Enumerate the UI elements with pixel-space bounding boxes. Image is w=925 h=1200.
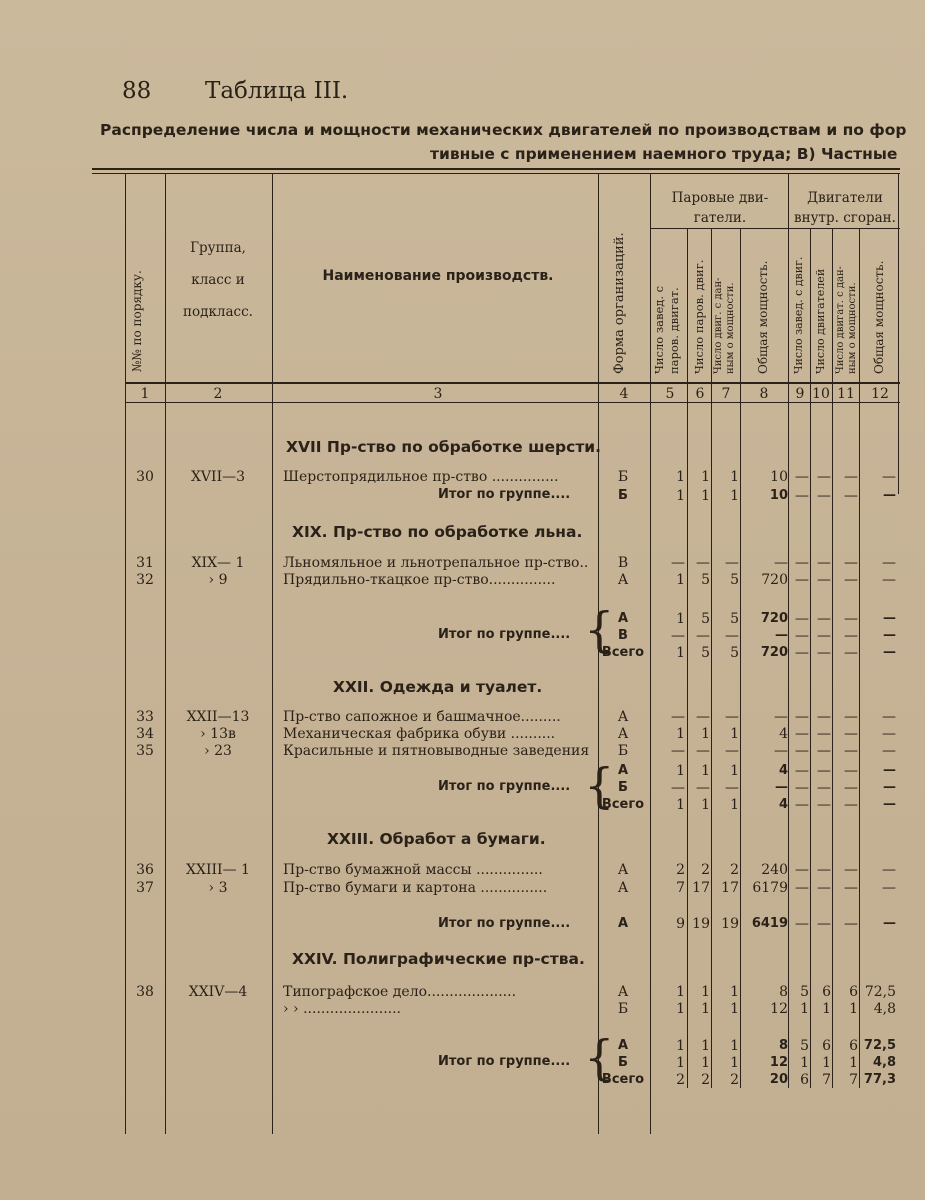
- table-cell-v12: —: [883, 797, 896, 812]
- col-number: 8: [759, 386, 769, 402]
- table-cell-v12: —: [882, 862, 896, 878]
- table-cell-v11: —: [844, 726, 858, 742]
- table-cell-v10: —: [817, 880, 831, 896]
- table-cell-v6: 1: [701, 726, 710, 742]
- table-cell-v8: 12: [769, 1055, 788, 1070]
- table-row: [0, 797, 925, 815]
- page-number: 88: [122, 78, 152, 104]
- table-cell-v7: 1: [730, 1038, 739, 1054]
- table-cell-v9: —: [795, 780, 809, 796]
- brace: {: [584, 602, 615, 658]
- table-row: [0, 726, 925, 744]
- table-cell-v5: 1: [676, 984, 685, 1000]
- table-cell-v8: —: [775, 628, 788, 643]
- table-cell-n: 35: [136, 743, 154, 759]
- table-cell-v6: 2: [701, 1072, 710, 1088]
- table-cell-v10: —: [817, 797, 831, 813]
- table-cell-v8: 6179: [752, 880, 788, 896]
- table-cell-v6: —: [696, 628, 710, 644]
- table-cell-f: А: [617, 572, 629, 588]
- table-row: [0, 611, 925, 629]
- table-cell-v10: —: [817, 645, 831, 661]
- table-cell-v7: 5: [730, 645, 739, 661]
- table-title: Таблица III.: [205, 78, 349, 104]
- table-cell-v5: —: [671, 709, 685, 725]
- table-cell-g: › 13в: [200, 726, 236, 742]
- table-cell-v6: —: [696, 555, 710, 571]
- col9-header: Число завед. с двиг.: [792, 256, 805, 374]
- table-cell-f: А: [617, 1038, 629, 1053]
- table-cell-v5: 2: [676, 862, 685, 878]
- table-cell-n: 34: [136, 726, 154, 742]
- table-row: [0, 488, 925, 506]
- table-cell-v12: 4,8: [872, 1055, 896, 1070]
- col-number: 12: [871, 386, 889, 402]
- table-cell-v7: 17: [721, 880, 739, 896]
- table-cell-v11: —: [844, 555, 858, 571]
- table-cell-n: 38: [136, 984, 154, 1000]
- table-cell-v6: 5: [701, 572, 710, 588]
- table-row: [0, 880, 925, 898]
- table-cell-v8: 720: [760, 611, 788, 626]
- table-cell-v7: 1: [730, 1055, 739, 1071]
- table-cell-v9: —: [795, 797, 809, 813]
- table-cell-f: Б: [617, 1001, 629, 1017]
- table-cell-v12: —: [883, 488, 896, 503]
- table-cell-v6: 2: [701, 862, 710, 878]
- table-row: [0, 469, 925, 487]
- table-cell-v11: 1: [849, 1055, 858, 1071]
- table-cell-f: А: [617, 862, 629, 878]
- table-cell-f: А: [617, 611, 629, 626]
- table-cell-v12: —: [883, 780, 896, 795]
- table-cell-n: 33: [136, 709, 154, 725]
- table-cell-v9: —: [795, 916, 809, 932]
- table-cell-v8: 12: [770, 1001, 788, 1017]
- table-cell-f: А: [617, 880, 629, 896]
- table-cell-g: XXIII— 1: [186, 862, 250, 878]
- table-cell-v5: 7: [676, 880, 685, 896]
- table-cell-v9: —: [795, 862, 809, 878]
- table-cell-v8: 240: [761, 862, 788, 878]
- table-cell-v8: —: [774, 555, 788, 571]
- table-cell-v11: —: [844, 572, 858, 588]
- table-row: [0, 1001, 925, 1019]
- table-cell-v12: —: [882, 743, 896, 759]
- table-cell-v11: —: [844, 780, 858, 796]
- table-cell-v9: —: [795, 572, 809, 588]
- table-cell-g: › 3: [208, 880, 228, 896]
- col-number: 1: [140, 386, 150, 402]
- col8-header: Общая мощность.: [756, 260, 770, 374]
- table-cell-v11: —: [844, 645, 858, 661]
- col-number: 3: [433, 386, 443, 402]
- table-cell-v7: 1: [730, 763, 739, 779]
- group-total-label: Итог по группе....: [438, 487, 571, 502]
- col-number: 6: [695, 386, 705, 402]
- table-row: [0, 743, 925, 761]
- header-bottom-rule: [125, 382, 900, 384]
- table-cell-v5: 1: [676, 1001, 685, 1017]
- table-cell-v12: —: [883, 611, 896, 626]
- table-cell-v10: —: [817, 488, 831, 504]
- table-cell-v7: —: [725, 555, 739, 571]
- table-row: [0, 916, 925, 934]
- col3-header: Наименование производств.: [322, 268, 554, 284]
- table-cell-name: Прядильно-ткацкое пр-ство...............: [283, 572, 556, 588]
- table-cell-f: Всего: [601, 1072, 645, 1087]
- table-cell-v8: 10: [769, 488, 788, 503]
- table-cell-f: Всего: [601, 797, 645, 812]
- table-cell-g: › 23: [204, 743, 232, 759]
- table-cell-n: 31: [136, 555, 154, 571]
- table-cell-f: Б: [618, 1055, 628, 1070]
- table-cell-v12: —: [883, 916, 896, 931]
- table-cell-v9: —: [795, 488, 809, 504]
- table-cell-v7: 2: [730, 862, 739, 878]
- table-row: [0, 780, 925, 798]
- table-cell-v11: 7: [849, 1072, 858, 1088]
- table-caption-line2: тивные с применением наемного труда; В) Частные: [430, 145, 898, 163]
- table-cell-v7: —: [725, 780, 739, 796]
- table-cell-v5: —: [671, 555, 685, 571]
- table-cell-v8: —: [775, 780, 788, 795]
- group-total-label: Итог по группе....: [438, 627, 571, 642]
- table-cell-v7: 1: [730, 726, 739, 742]
- table-cell-v8: 4: [778, 797, 788, 812]
- table-cell-name: Льномяльное и льнотрепальное пр-ство..: [283, 555, 589, 571]
- brace: {: [584, 1030, 615, 1086]
- table-cell-v9: 1: [800, 1001, 809, 1017]
- table-cell-v11: 6: [849, 984, 858, 1000]
- table-cell-v10: 1: [822, 1001, 831, 1017]
- col10-header: Число двигателей: [814, 268, 827, 374]
- col12-header: Общая мощность.: [872, 260, 886, 374]
- table-cell-f: Б: [618, 488, 628, 503]
- table-cell-g: XXIV—4: [188, 984, 248, 1000]
- table-cell-v5: 1: [676, 469, 685, 485]
- table-cell-f: А: [617, 726, 629, 742]
- table-cell-v8: 720: [761, 572, 788, 588]
- table-cell-name: Пр-ство сапожное и башмачное.........: [283, 709, 561, 725]
- top-rule-thin: [92, 173, 900, 174]
- table-row: [0, 572, 925, 590]
- table-cell-v9: 6: [800, 1072, 809, 1088]
- table-cell-v10: —: [817, 572, 831, 588]
- section-heading: XXII. Одежда и туалет.: [333, 678, 543, 696]
- table-row: [0, 984, 925, 1002]
- numbers-bottom-rule: [125, 402, 900, 403]
- table-cell-name: Шерстопрядильное пр-ство ...............: [283, 469, 559, 485]
- table-cell-v5: 9: [676, 916, 685, 932]
- table-cell-g: XVII—3: [190, 469, 246, 485]
- table-cell-f: В: [618, 628, 628, 643]
- table-cell-v6: 1: [701, 1055, 710, 1071]
- table-cell-v6: 1: [701, 469, 710, 485]
- table-cell-f: Б: [617, 743, 629, 759]
- section-heading: XVII Пр-ство по обработке шерсти.: [286, 438, 602, 456]
- table-cell-v10: 6: [822, 984, 831, 1000]
- table-cell-v10: —: [817, 780, 831, 796]
- table-cell-v5: 1: [676, 488, 685, 504]
- section-heading: XXIII. Обработ а бумаги.: [327, 830, 546, 848]
- table-cell-f: А: [617, 763, 629, 778]
- table-cell-name: › › ......................: [283, 1001, 402, 1017]
- table-cell-v7: 5: [730, 611, 739, 627]
- table-cell-v5: 1: [676, 645, 685, 661]
- table-cell-v6: 1: [701, 1038, 710, 1054]
- table-cell-v6: —: [696, 743, 710, 759]
- table-cell-v6: 5: [701, 611, 710, 627]
- table-cell-v9: —: [795, 709, 809, 725]
- group-total-label: Итог по группе....: [438, 779, 571, 794]
- table-cell-v12: —: [883, 763, 896, 778]
- table-cell-v10: 7: [822, 1072, 831, 1088]
- table-cell-v12: —: [882, 572, 896, 588]
- table-cell-name: Пр-ство бумаги и картона ...............: [283, 880, 548, 896]
- col6-header: Число паров. двиг.: [692, 259, 706, 374]
- col11-header: Число двигат. с дан- ным о мощности.: [835, 265, 858, 374]
- table-cell-v6: —: [696, 709, 710, 725]
- table-cell-v12: 72,5: [863, 1038, 896, 1053]
- table-cell-v5: —: [671, 743, 685, 759]
- table-cell-v8: 720: [760, 645, 788, 660]
- table-cell-v9: —: [795, 726, 809, 742]
- col2-header: Группа, класс и подкласс.: [183, 240, 253, 320]
- table-row: [0, 1055, 925, 1073]
- table-row: [0, 763, 925, 781]
- col-number: 2: [213, 386, 223, 402]
- group-rule: [650, 228, 900, 229]
- table-cell-v10: —: [817, 916, 831, 932]
- col-number: 10: [812, 386, 830, 402]
- table-cell-v10: —: [817, 469, 831, 485]
- table-cell-v5: 1: [676, 572, 685, 588]
- table-cell-v5: 1: [676, 797, 685, 813]
- table-cell-v5: 1: [676, 726, 685, 742]
- col1-header: №№ по порядку.: [130, 270, 144, 372]
- col7-header: Число двиг. с дан- ным о мощности.: [713, 277, 736, 374]
- table-cell-g: › 9: [208, 572, 228, 588]
- table-cell-v6: 1: [701, 1001, 710, 1017]
- brace: {: [584, 758, 615, 814]
- table-cell-v12: —: [882, 555, 896, 571]
- table-cell-v12: —: [882, 709, 896, 725]
- table-cell-v11: —: [844, 488, 858, 504]
- table-cell-v8: 4: [778, 763, 788, 778]
- table-cell-v8: 10: [770, 469, 788, 485]
- table-row: [0, 1072, 925, 1090]
- table-cell-v11: —: [844, 916, 858, 932]
- group-total-label: Итог по группе....: [438, 1054, 571, 1069]
- table-cell-v11: —: [844, 469, 858, 485]
- steam-group-header: Паровые дви- гатели.: [671, 190, 769, 226]
- col-number: 4: [619, 386, 629, 402]
- table-cell-f: В: [617, 555, 629, 571]
- table-cell-name: Типографское дело....................: [283, 984, 517, 1000]
- table-cell-v12: 4,8: [873, 1001, 896, 1017]
- table-cell-v9: 1: [800, 1055, 809, 1071]
- table-cell-v8: 4: [779, 726, 788, 742]
- table-cell-v11: —: [844, 611, 858, 627]
- table-cell-v10: —: [817, 628, 831, 644]
- col-number: 7: [721, 386, 731, 402]
- table-cell-n: 30: [136, 469, 154, 485]
- col-number: 5: [665, 386, 675, 402]
- table-cell-v5: 1: [676, 611, 685, 627]
- col5-header: Число завед. с паров. двигат.: [652, 285, 681, 374]
- table-cell-v10: —: [817, 743, 831, 759]
- col-number: 9: [795, 386, 805, 402]
- table-cell-v10: —: [817, 709, 831, 725]
- table-cell-v7: 2: [730, 1072, 739, 1088]
- table-row: [0, 709, 925, 727]
- table-caption-line1: Распределение числа и мощности механических двигателей по производствам и по фор: [100, 121, 907, 139]
- table-cell-v11: 6: [849, 1038, 858, 1054]
- table-cell-v8: 8: [778, 1038, 788, 1053]
- table-cell-v10: —: [817, 611, 831, 627]
- table-cell-v9: —: [795, 763, 809, 779]
- table-cell-v9: —: [795, 645, 809, 661]
- table-cell-f: Б: [617, 469, 629, 485]
- table-cell-v9: —: [795, 469, 809, 485]
- section-heading: XIX. Пр-ство по обработке льна.: [292, 523, 583, 541]
- table-cell-v6: 1: [701, 797, 710, 813]
- table-cell-v7: 1: [730, 469, 739, 485]
- table-cell-v7: 5: [730, 572, 739, 588]
- table-cell-v8: —: [774, 709, 788, 725]
- table-cell-v9: —: [795, 743, 809, 759]
- table-cell-v5: 2: [676, 1072, 685, 1088]
- table-row: [0, 1038, 925, 1056]
- table-cell-f: Б: [618, 780, 628, 795]
- table-cell-v11: —: [844, 797, 858, 813]
- table-cell-v6: 5: [701, 645, 710, 661]
- table-cell-v11: —: [844, 763, 858, 779]
- table-row: [0, 628, 925, 646]
- table-cell-name: Красильные и пятновыводные заведения: [283, 743, 590, 759]
- table-cell-v9: —: [795, 555, 809, 571]
- table-cell-v7: 1: [730, 1001, 739, 1017]
- table-cell-v7: —: [725, 743, 739, 759]
- table-cell-v6: 1: [701, 763, 710, 779]
- group-total-label: Итог по группе....: [438, 916, 571, 931]
- table-cell-v11: —: [844, 880, 858, 896]
- table-cell-v10: —: [817, 862, 831, 878]
- section-heading: XXIV. Полиграфические пр-ства.: [292, 950, 585, 968]
- table-cell-g: XIX— 1: [191, 555, 245, 571]
- table-cell-v7: 1: [730, 984, 739, 1000]
- table-cell-v10: —: [817, 763, 831, 779]
- table-cell-v12: 77,3: [863, 1072, 896, 1087]
- table-cell-v7: 1: [730, 797, 739, 813]
- top-rule: [92, 168, 900, 170]
- col4-header: Форма организаций.: [612, 232, 627, 374]
- table-cell-v9: —: [795, 628, 809, 644]
- table-cell-v10: 1: [822, 1055, 831, 1071]
- table-cell-v12: —: [882, 469, 896, 485]
- table-cell-v5: —: [671, 780, 685, 796]
- table-cell-v12: —: [882, 880, 896, 896]
- table-cell-v6: 1: [701, 984, 710, 1000]
- table-row: [0, 645, 925, 663]
- table-cell-v9: —: [795, 611, 809, 627]
- table-cell-v6: 1: [701, 488, 710, 504]
- table-cell-v10: —: [817, 555, 831, 571]
- table-cell-v10: 6: [822, 1038, 831, 1054]
- table-cell-n: 37: [136, 880, 154, 896]
- table-row: [0, 555, 925, 573]
- table-cell-v8: —: [774, 743, 788, 759]
- table-cell-v7: 1: [730, 488, 739, 504]
- table-cell-v6: 17: [692, 880, 710, 896]
- table-cell-v11: —: [844, 862, 858, 878]
- table-cell-v12: 72,5: [864, 984, 896, 1000]
- table-cell-v12: —: [883, 628, 896, 643]
- col-number: 11: [837, 386, 855, 402]
- table-cell-v5: 1: [676, 1038, 685, 1054]
- table-cell-v8: 6419: [751, 916, 788, 931]
- table-cell-v11: —: [844, 743, 858, 759]
- table-cell-v6: —: [696, 780, 710, 796]
- table-cell-f: Всего: [601, 645, 645, 660]
- table-cell-v8: 20: [769, 1072, 788, 1087]
- table-cell-v11: —: [844, 709, 858, 725]
- table-cell-v9: 5: [800, 1038, 809, 1054]
- table-cell-v11: —: [844, 628, 858, 644]
- table-cell-v5: 1: [676, 763, 685, 779]
- table-cell-v12: —: [882, 726, 896, 742]
- table-cell-v6: 19: [692, 916, 710, 932]
- table-cell-v5: 1: [676, 1055, 685, 1071]
- table-cell-n: 32: [136, 572, 154, 588]
- table-cell-v7: —: [725, 628, 739, 644]
- table-cell-name: Пр-ство бумажной массы ...............: [283, 862, 543, 878]
- table-cell-name: Механическая фабрика обуви ..........: [283, 726, 556, 742]
- table-row: [0, 862, 925, 880]
- table-cell-v7: 19: [721, 916, 739, 932]
- table-cell-v8: 8: [779, 984, 788, 1000]
- table-cell-f: А: [617, 984, 629, 1000]
- table-cell-v12: —: [883, 645, 896, 660]
- table-cell-v9: 5: [800, 984, 809, 1000]
- table-cell-v9: —: [795, 880, 809, 896]
- table-cell-v7: —: [725, 709, 739, 725]
- table-cell-v11: 1: [849, 1001, 858, 1017]
- table-cell-f: А: [617, 916, 629, 931]
- ice-group-header: Двигатели внутр. сгоран.: [794, 190, 896, 226]
- table-cell-g: XXII—13: [186, 709, 250, 725]
- table-cell-f: А: [617, 709, 629, 725]
- table-cell-v5: —: [671, 628, 685, 644]
- table-cell-n: 36: [136, 862, 154, 878]
- table-cell-v10: —: [817, 726, 831, 742]
